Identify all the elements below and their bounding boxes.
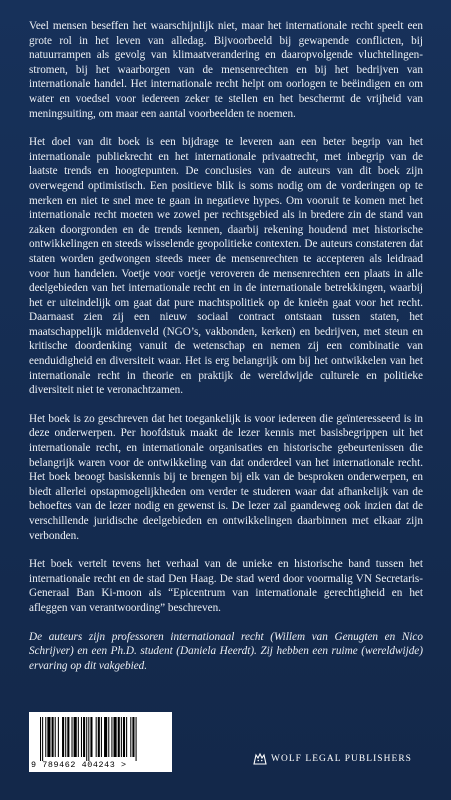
barcode-bar [96,717,97,757]
barcode-bar [121,717,122,757]
isbn-barcode [29,712,172,772]
barcode-bar [101,717,102,757]
barcode-bar [81,717,82,757]
blurb-paragraph-3: Het boek is zo geschreven dat het toegankelijk is voor iedereen die geïnteresseerd is in deze onderwerpen. Per hoofdstuk maakt de lezer kennis met basisbegrippen uit het internationale recht, en internationale organisaties en historische gebeurtenissen die belangrijk waren voor de ontwikkeling van dat onderdeel van het internationale recht. Het boek beoogt basiskennis bij te brengen bij elk van de besproken onderwerpen, en biedt allerlei opstapmogelijkheden om verder te studeren waar dat afhankelijk van de behoeftes van de lezer nodig en gewenst is. De lezer zal gaandeweg ook inzien dat de verschillende juridische deelgebieden en ontwikkelingen daarbinnen met elkaar zijn verbonden. [29,412,423,542]
publisher-imprint [253,752,412,766]
barcode-bar [42,717,43,761]
barcode-bar [86,717,87,761]
blurb-text [29,19,423,687]
barcode-bar [126,717,127,757]
barcode-bar [136,717,137,761]
blurb-paragraph-1: Veel mensen beseffen het waarschijnlijk niet, maar het internationale recht speelt een grote rol in het leven van alledag. Bijvoorbeeld bij gewapende conflicten, bij natuurrampen als gevolg van klimaatverandering en daaropvolgende vluchtelingen-stromen, bij het waarborgen van de mensenrechten en bij het bedrijven van internationale handel. Het internationale recht helpt om oorlogen te beëindigen en om water en voedsel voor iedereen zeker te stellen en het beschermt de vrijheid van meningsuiting, om maar een aantal voorbeelden te noemen. [29,20,423,120]
barcode-bar [78,717,79,757]
barcode-bar [55,717,56,757]
barcode-bar [65,717,66,757]
barcode-bar [130,717,131,757]
barcode-bar [47,717,50,757]
barcode-bar [123,717,125,757]
barcode-bar [111,717,112,757]
barcode-bar [108,717,109,757]
barcode-bar [58,717,59,757]
barcode-bar [40,717,41,761]
barcode-bar [83,717,85,757]
barcode-bar [88,717,89,761]
authors-note: De auteurs zijn professoren internationaal recht (Willem van Genugten en Nico Schrijver) en een Ph.D. student (Daniela Heerdt). Zij hebben een ruime (wereldwijde) ervaring op dit vakgebied. [29,630,423,672]
blurb-paragraph-4: Het boek vertelt tevens het verhaal van de unieke en historische band tussen het internationale recht en de stad Den Haag. De stad werd door voormalig VN Secretaris-Generaal Ban Ki-moon als “Epicentrum van internationale gerechtigheid en het afleggen van verantwoording” beschreven. [29,558,423,614]
barcode-bar [132,717,134,757]
barcode-bar [62,717,64,757]
barcode-bar [90,717,92,757]
barcode-bar [67,717,69,757]
barcode-bar [74,717,77,757]
blurb-paragraph-2: Het doel van dit boek is een bijdrage te leveren aan een beter begrip van het internationale publiekrecht en het internationale privaatrecht, met inbegrip van de laatste trends en hoogtepunten. De conclusies van de auteurs van dit boek zijn overwegend optimistisch. Een positieve blik is soms nodig om de vorderingen op te merken en niet te snel mee te gaan in negatieve hypes. Om vooruit te komen met het internationale recht moeten we zowel per rechtsgebied als in bredere zin de stand van zaken doorgronden en de trends kennen, daarbij rekening houdend met historische ontwikkelingen en steeds wisselende geopolitieke contexten. De auteurs constateren dat staten worden gedwongen steeds meer de mensenrechten te accepteren als leidraad voor hun handelen. Voetje voor voetje veroveren de mensenrechten een plaats in alle deelgebieden van het internationale recht en in de internationale betrekkingen, waarbij het er uiteindelijk om gaat dat pure machtspolitiek op de knieën gaat voor het recht. Daarnaast zien zij een nieuw sociaal contract ontstaan tussen staten, het maatschappelijk middenveld (NGO’s, vakbonden, kerken) en bedrijven, met steun en kritische doordenking vanuit de wetenschap en nemen zij een combinatie van eenduidigheid en diversiteit waar. Het is erg belangrijk om bij het ontwikkelen van het internationale recht in theorie en praktijk de wereldwijde culturele en politieke diversiteit niet te veronachtzamen. [29,136,423,397]
barcode-digits: 9 789462 404243 > [31,760,127,770]
wolf-logo-icon [253,752,267,766]
barcode-bar [114,717,117,757]
barcode-bar [104,717,107,757]
barcode-bar [72,717,73,757]
barcode-bar [45,717,46,757]
publisher-name: WOLF LEGAL PUBLISHERS [271,754,412,764]
barcode-bar [98,717,100,757]
barcode-bar [118,717,120,757]
barcode-bar [52,717,54,757]
barcode-bars-icon [40,717,161,761]
